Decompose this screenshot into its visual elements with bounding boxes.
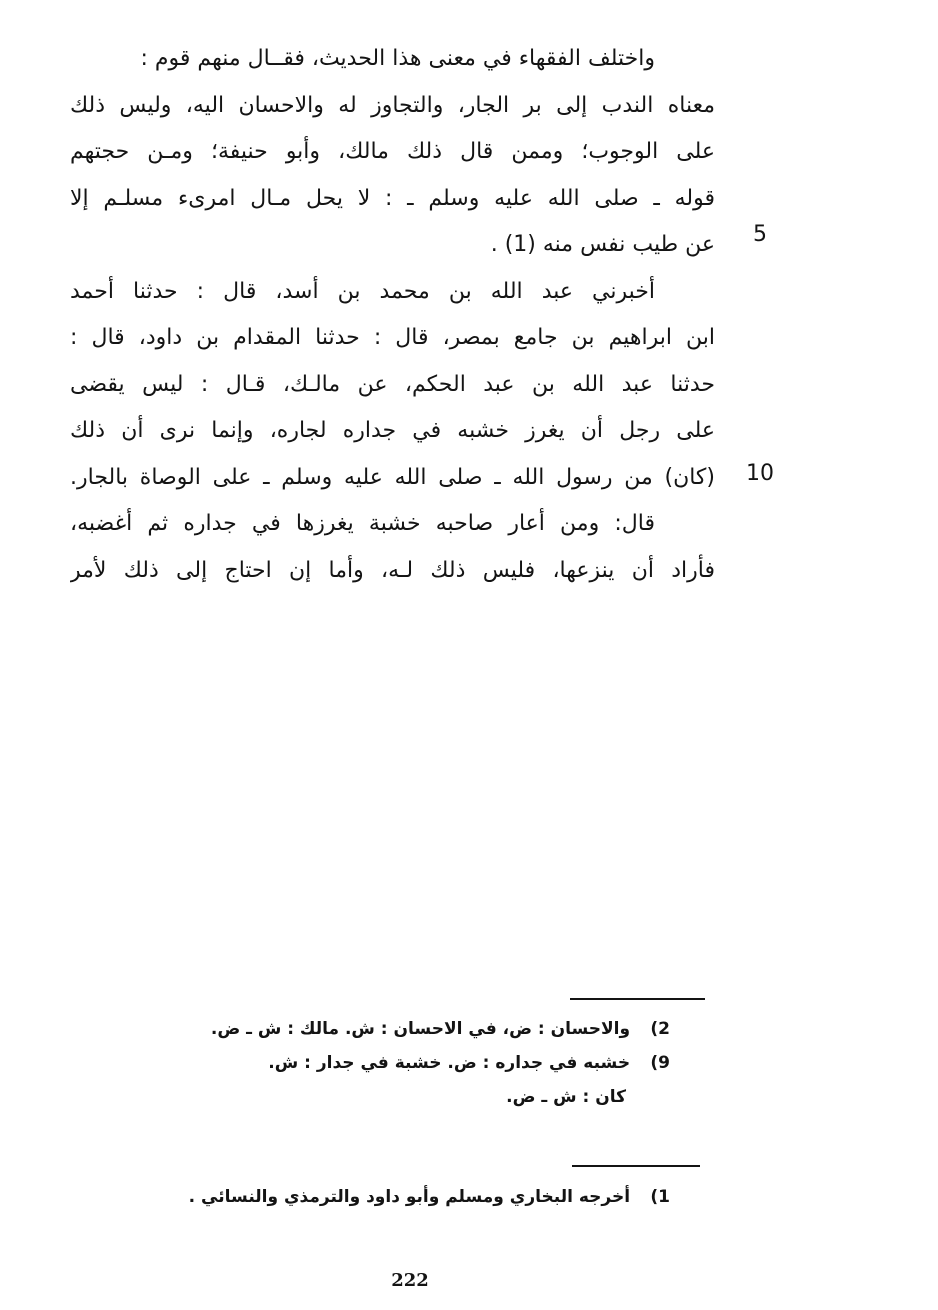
variant-note-text: خشبه في جداره : ض. خشبة في جدار : ش. (268, 1053, 631, 1073)
footnotes-divider (572, 1165, 700, 1167)
footnote-1 (120, 1180, 670, 1214)
text-line-7: ابن ابراهيم بن جامع بمصر، قال : حدثنا المقدام بن داود، قال : (70, 325, 715, 350)
text-line-5: عن طيب نفس منه (1) . (490, 232, 715, 257)
page-number: 222 (391, 1270, 429, 1291)
line-number-5: 5 (753, 222, 767, 247)
variant-note-text: والاحسان : ض، في الاحسان : ش. مالك : ش ـ ض. (210, 1019, 631, 1039)
text-line-9: على رجل أن يغرز خشبه في جداره لجاره، وإنما نرى أن ذلك (70, 418, 715, 443)
footnote-marker: 1) (650, 1187, 670, 1207)
text-line-8: حدثنا عبد الله بن عبد الحكم، عن مالـك، قـال : ليس يقضى (70, 371, 715, 397)
variant-note-3 (150, 1080, 670, 1114)
variant-note-2 (150, 1046, 670, 1080)
footnote-text: أخرجه البخاري ومسلم وأبو داود والترمذي والنسائي . (188, 1187, 631, 1207)
text-line-1: واختلف الفقهاء في معنى هذا الحديث، فقــال منهم قوم : (140, 46, 655, 71)
text-line-4: قوله ـ صلى الله عليه وسلم ـ : لا يحل مـال امرىء مسلـم إلا (70, 185, 715, 211)
variant-note-1 (150, 1012, 670, 1046)
variant-note-text: كان : ش ـ ض. (506, 1087, 626, 1107)
variant-notes-divider (570, 998, 705, 1000)
text-line-12: فأراد أن ينزعها، فليس ذلك لـه، وأما إن احتاج إلى ذلك لأمر (70, 557, 715, 583)
footnotes (120, 1180, 670, 1214)
text-line-6: أخبرني عبد الله بن محمد بن أسد، قال : حدثنا أحمد (70, 278, 655, 304)
line-number-10: 10 (746, 461, 774, 486)
text-line-11: قال: ومن أعار صاحبه خشبة يغرزها في جداره ثم أغضبه، (70, 511, 655, 536)
main-text (70, 36, 715, 594)
variant-note-marker: 2) (650, 1019, 670, 1039)
variant-note-marker: 9) (650, 1053, 670, 1073)
text-line-3: على الوجوب؛ وممن قال ذلك مالك، وأبو حنيفة؛ ومـن حجتهم (70, 139, 715, 164)
text-line-10: (كان) من رسول الله ـ صلى الله عليه وسلم ـ على الوصاة بالجار. (70, 464, 715, 490)
text-line-2: معناه الندب إلى بر الجار، والتجاوز له والاحسان اليه، وليس ذلك (70, 92, 715, 118)
variant-notes (150, 1012, 670, 1114)
